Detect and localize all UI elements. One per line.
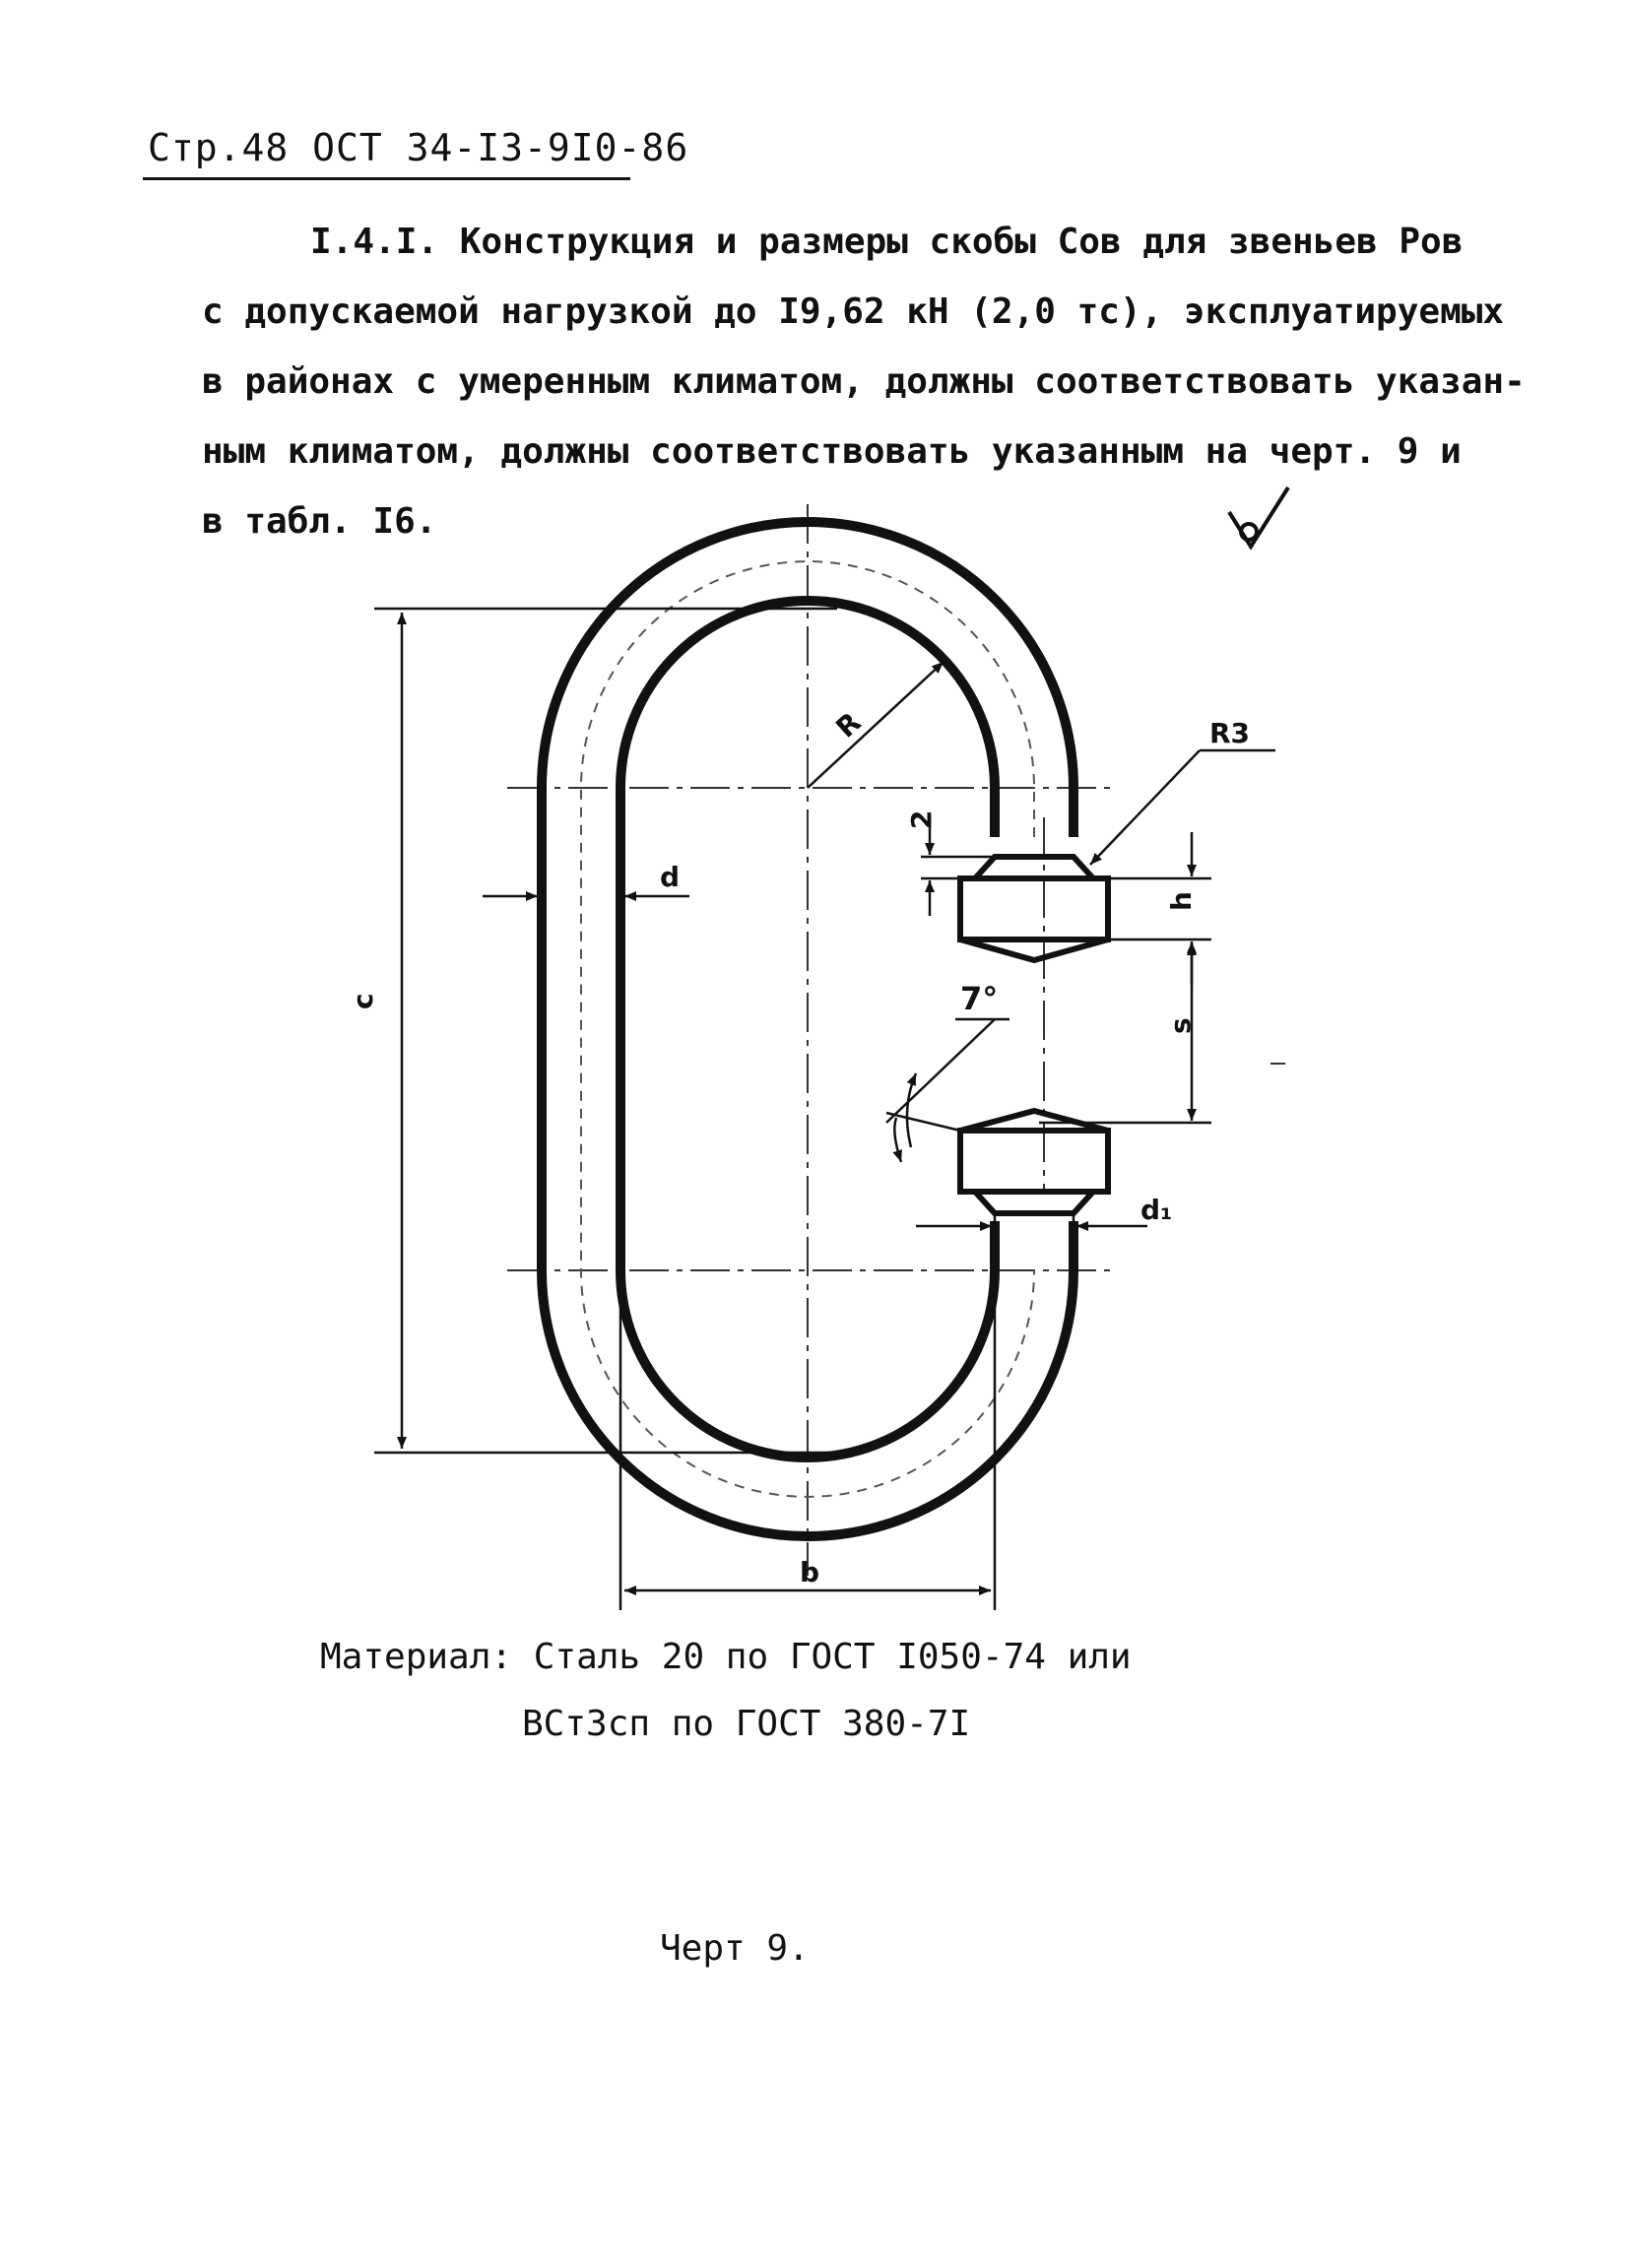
- paragraph-line-1: I.4.I. Конструкция и размеры скобы Сов для звеньев Ров: [310, 222, 1464, 262]
- dimension-d1: [916, 1213, 1147, 1241]
- label-chamfer: 2: [905, 810, 938, 829]
- label-h: h: [1165, 891, 1198, 911]
- label-angle: 7°: [960, 980, 999, 1017]
- material-line-1: Материал: Сталь 20 по ГОСТ I050-74 или: [320, 1637, 1132, 1677]
- paragraph-line-4: ным климатом, должны соответствовать указанным на черт. 9 и: [202, 431, 1462, 472]
- label-r3: R3: [1209, 717, 1251, 749]
- material-line-2: ВСт3сп по ГОСТ 380-7I: [522, 1704, 971, 1744]
- dimension-r: [808, 662, 944, 788]
- dimension-c: [374, 609, 837, 1453]
- paragraph-line-2: с допускаемой нагрузкой до I9,62 кН (2,0 тс), эксплуатируемых: [202, 292, 1505, 332]
- label-d: d: [660, 861, 681, 893]
- label-s: s: [1164, 1017, 1197, 1034]
- label-c: c: [347, 993, 379, 1009]
- label-r: R: [829, 705, 868, 745]
- surface-finish-icon: [1229, 487, 1288, 547]
- upper-nut: [960, 857, 1108, 960]
- paragraph-line-5: в табл. I6.: [202, 501, 437, 542]
- dimension-angle: [886, 1019, 1009, 1162]
- paragraph-line-3: в районах с умеренным климатом, должны соответствовать указан-: [202, 361, 1526, 402]
- figure-caption: Черт 9.: [660, 1928, 810, 1969]
- page-header: Стр.48 ОСТ 34-I3-9I0-86: [148, 126, 689, 169]
- dimension-r3: [1090, 750, 1275, 865]
- label-d1: d₁: [1140, 1194, 1173, 1226]
- lower-nut: [960, 1111, 1108, 1213]
- label-b: b: [800, 1556, 820, 1588]
